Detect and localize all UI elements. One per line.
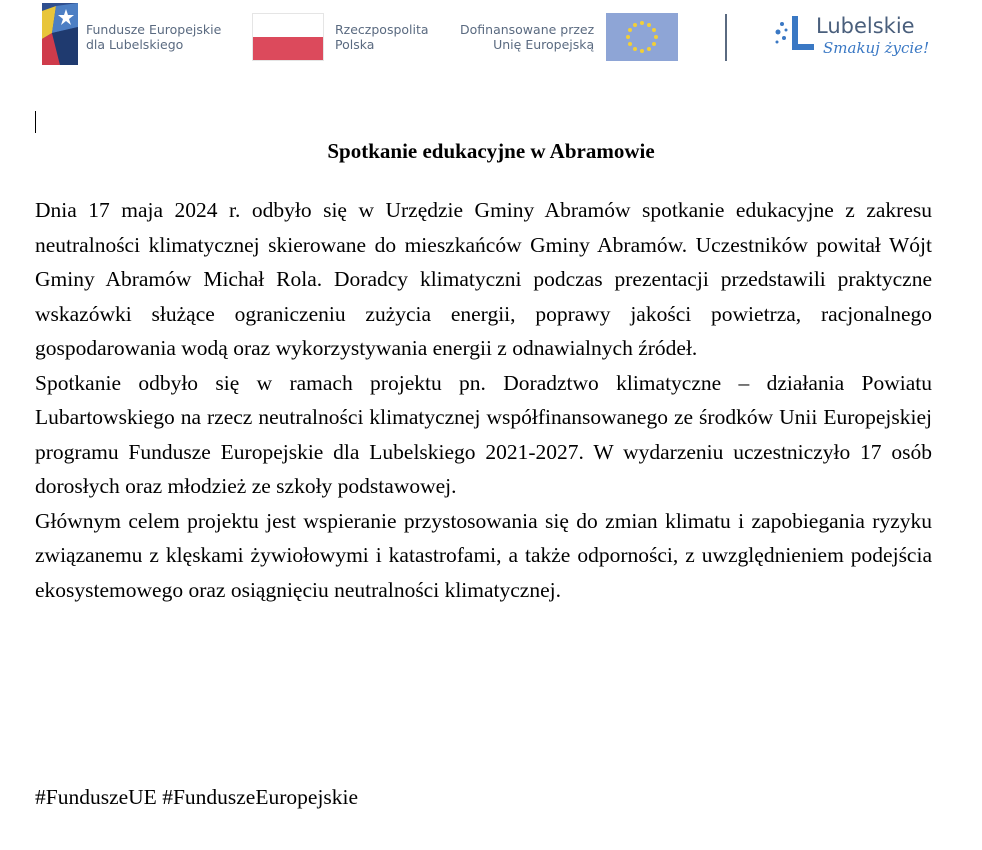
logo-bar	[0, 0, 982, 80]
fundusze-line-1: Fundusze Europejskie	[86, 22, 222, 37]
eu-line-2: Unię Europejską	[493, 37, 595, 52]
fundusze-line-2: dla Lubelskiego	[86, 37, 184, 52]
lubelskie-name: Lubelskie	[816, 14, 915, 38]
lubelskie-slogan: Smakuj życie!	[823, 39, 930, 57]
lubelskie-logo-icon	[772, 12, 818, 56]
paragraph-2: Spotkanie odbyło się w ramach projektu pn. Doradztwo klimatyczne – działania Powiatu Lubartowskiego na rzecz neutralności klimatycznej współfinansowanego ze środków Unii Europejskiej programu Fundusze Europejskie dla Lubelskiego 2021-2027. W wydarzeniu uczestniczyło 17 osób dorosłych oraz młodzież ze szkoły podstawowej.	[35, 370, 932, 498]
hashtags: #FunduszeUE #FunduszeEuropejskie	[35, 785, 359, 809]
rzeczpospolita-line-1: Rzeczpospolita	[335, 22, 429, 37]
document-title: Spotkanie edukacyjne w Abramowie	[327, 139, 655, 163]
text-cursor	[35, 111, 36, 133]
fundusze-europejskie-label	[86, 22, 221, 52]
paragraph-1: Dnia 17 maja 2024 r. odbyło się w Urzędzie Gminy Abramów spotkanie edukacyjne z zakresu neutralności klimatycznej skierowane do mieszkańców Gminy Abramów. Uczestników powitał Wójt Gminy Abramów Michał Rola. Doradcy klimatyczni podczas prezentacji przedstawili praktyczne wskazówki służące ograniczeniu zużycia energii, poprawy jakości powietrza, racjonalnego gospodarowania wodą oraz wykorzystywania energii z odnawialnych źródeł.	[35, 198, 932, 360]
rzeczpospolita-line-2: Polska	[335, 37, 375, 52]
document-body	[35, 193, 932, 607]
eu-line-1: Dofinansowane przez	[460, 22, 595, 37]
rzeczpospolita-label	[335, 22, 429, 52]
fundusze-europejskie-logo	[42, 3, 78, 65]
poland-flag-icon	[252, 13, 324, 61]
paragraph-3: Głównym celem projektu jest wspieranie przystosowania się do zmian klimatu i zapobiegania ryzyku związanemu z klęskami żywiołowymi i katastrofami, a także odporności, z uwzględnieniem podejścia ekosystemowego oraz osiągnięciu neutralności klimatycznej.	[35, 508, 932, 602]
eu-flag-icon	[606, 13, 678, 61]
logo-separator	[725, 14, 727, 61]
eu-funding-label	[460, 22, 594, 52]
